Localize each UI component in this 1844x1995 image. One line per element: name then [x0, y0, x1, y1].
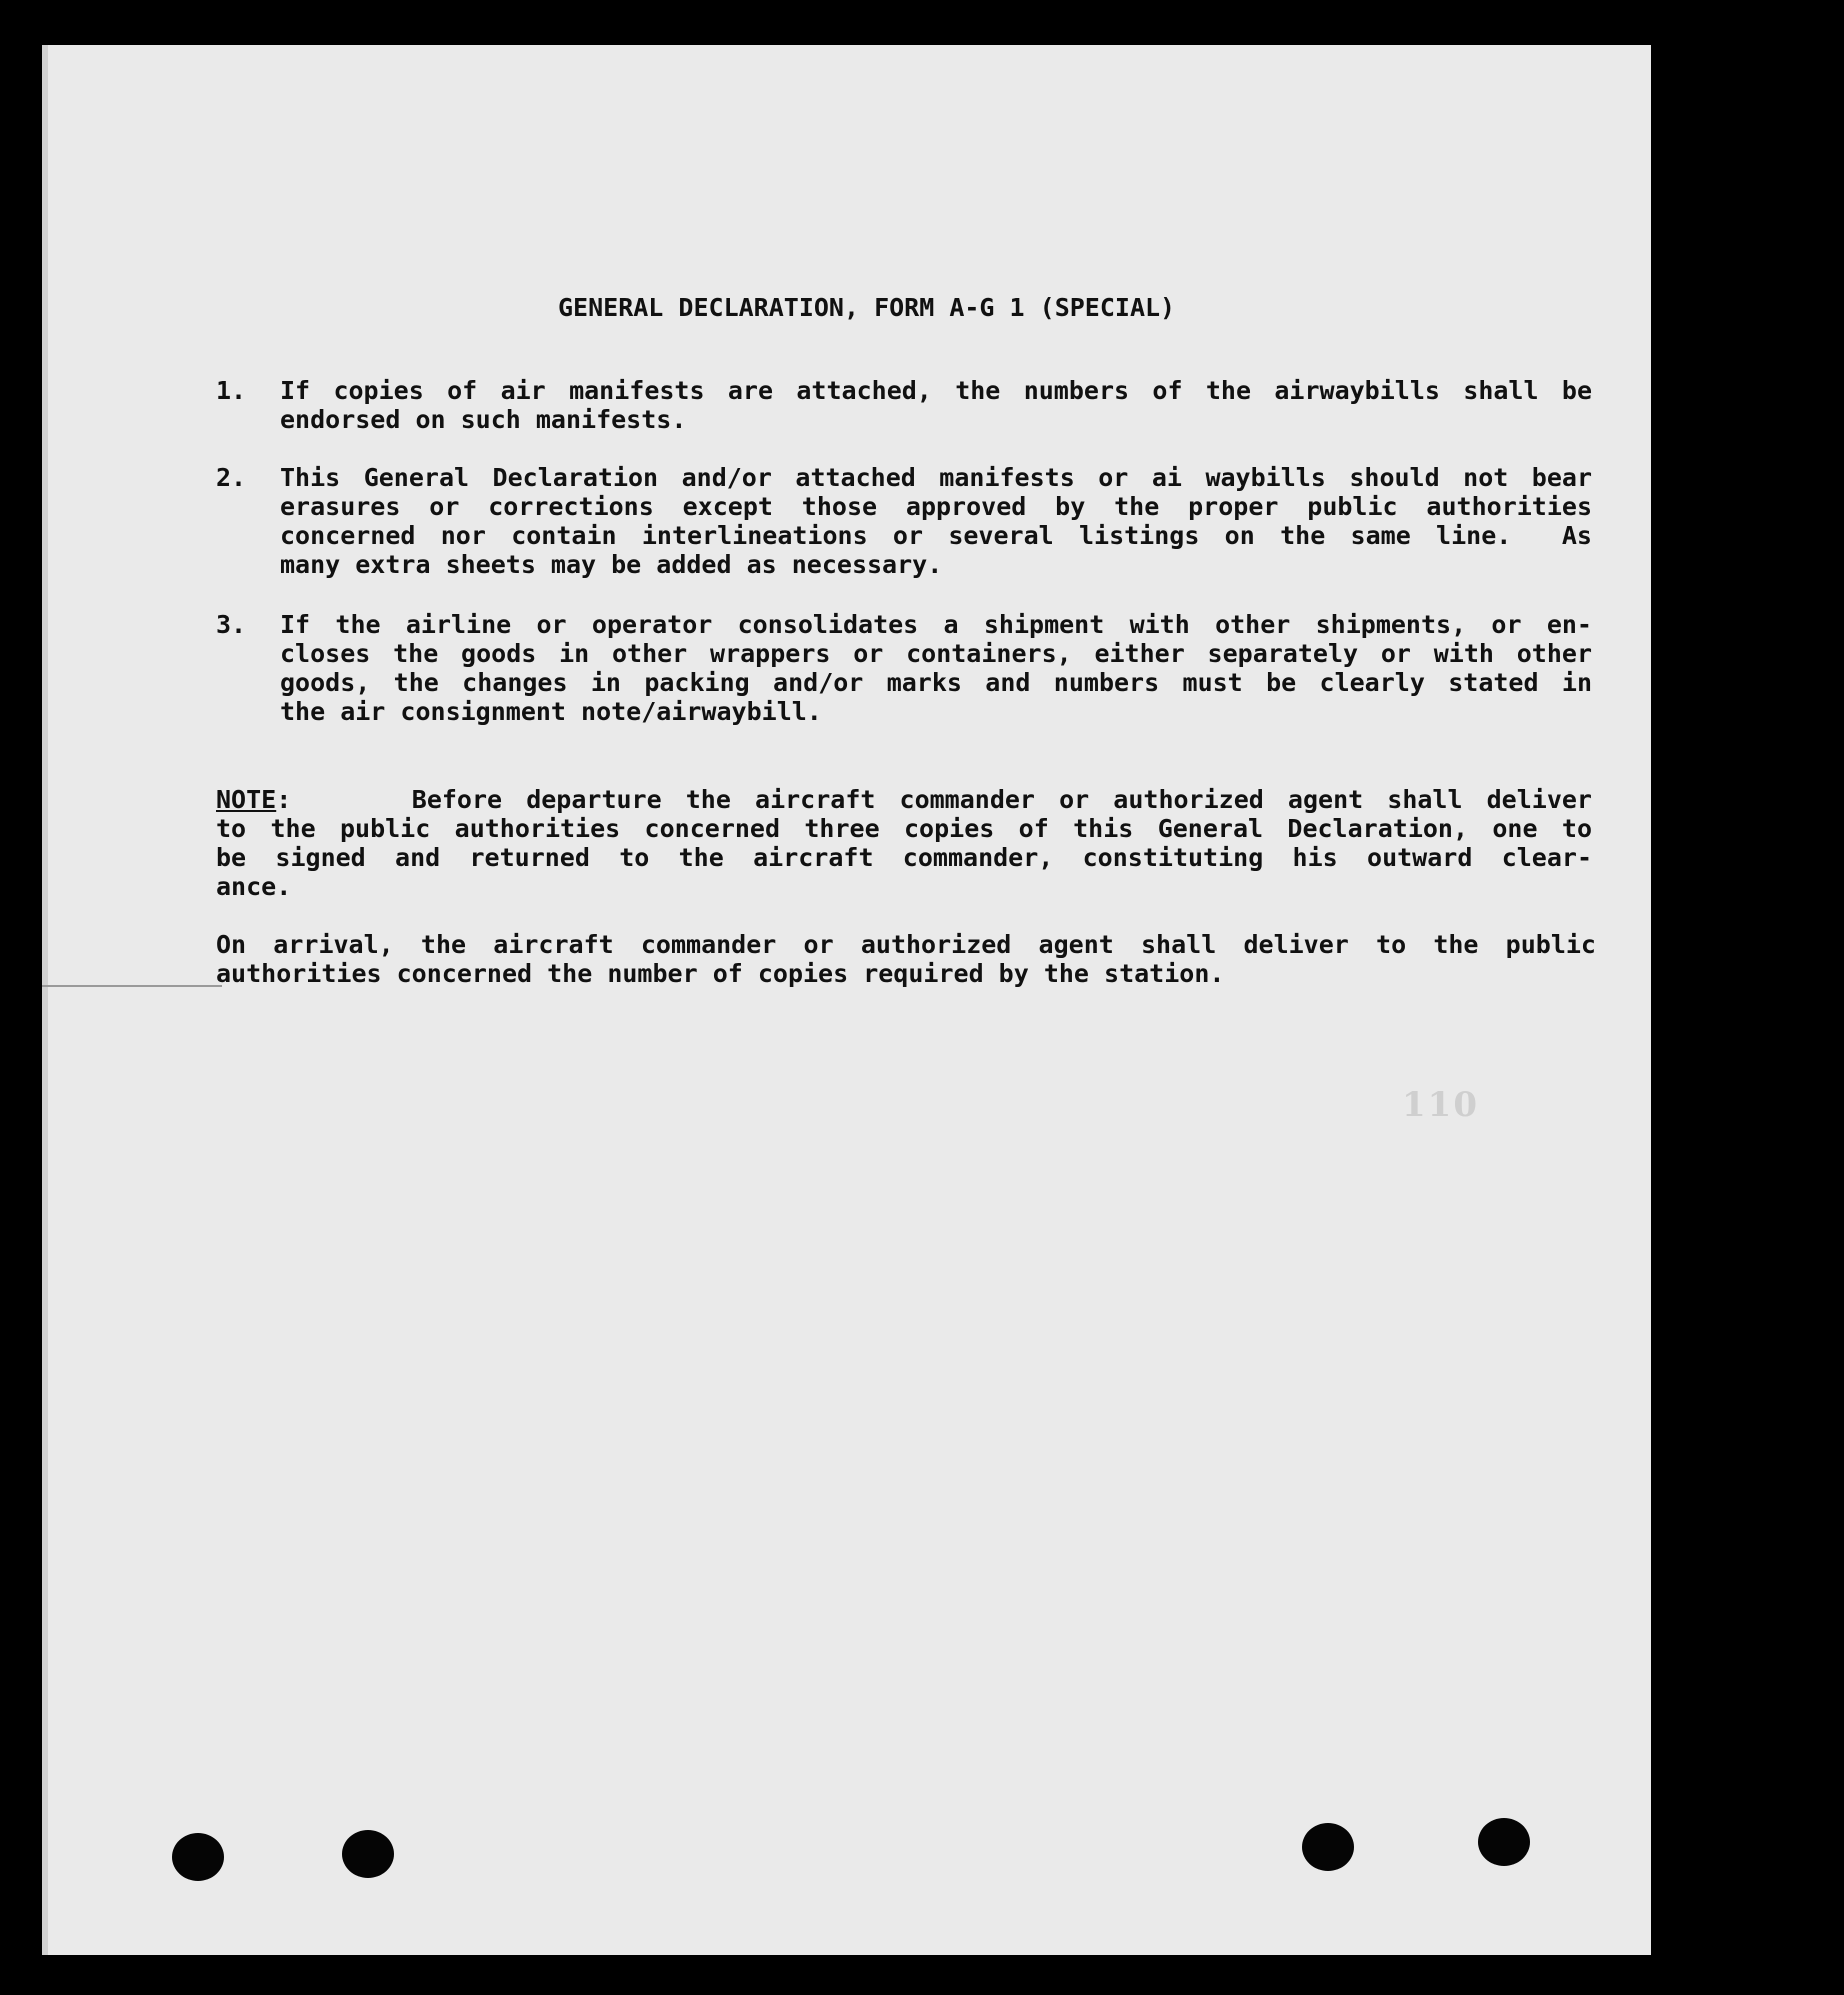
arrival-line: On arrival, the aircraft commander or authorized agent shall deliver to the public	[216, 930, 1596, 959]
note-line-rest: : Before departure the aircraft commander or authorized agent shall deliver	[276, 785, 1592, 814]
document-page	[42, 45, 1651, 1955]
item-line: the air consignment note/airwaybill.	[280, 697, 822, 726]
arrival-paragraph	[216, 930, 1596, 988]
item-line: concerned nor contain interlineations or several listings on the same line. As	[280, 521, 1592, 550]
note-label: NOTE	[216, 785, 277, 814]
item-line: endorsed on such manifests.	[280, 405, 687, 434]
list-item	[216, 376, 1596, 436]
item-line: many extra sheets may be added as necessary.	[280, 550, 943, 579]
note-line: be signed and returned to the aircraft commander, constituting his outward clear-	[216, 843, 1592, 872]
item-line: goods, the changes in packing and/or marks and numbers must be clearly stated in	[280, 668, 1592, 697]
item-line: If copies of air manifests are attached, the numbers of the airwaybills shall be	[280, 376, 1592, 405]
item-number: 1.	[216, 376, 247, 405]
punch-hole	[172, 1833, 224, 1881]
item-text	[280, 610, 1592, 726]
item-number: 2.	[216, 463, 247, 492]
page-edge	[42, 45, 48, 1955]
list-item	[216, 463, 1596, 583]
item-line: If the airline or operator consolidates a shipment with other shipments, or en-	[280, 610, 1592, 639]
note-line: to the public authorities concerned three copies of this General Declaration, one to	[216, 814, 1592, 843]
item-text	[280, 376, 1592, 434]
punch-hole	[342, 1830, 394, 1878]
item-line: closes the goods in other wrappers or containers, either separately or with other	[280, 639, 1592, 668]
stamp-fragment: 110	[1402, 1085, 1479, 1125]
item-line: This General Declaration and/or attached manifests or ai waybills should not bear	[280, 463, 1592, 492]
page-fold-line	[42, 985, 222, 987]
arrival-line: authorities concerned the number of copies required by the station.	[216, 959, 1225, 988]
note-paragraph	[216, 785, 1592, 901]
punch-hole	[1302, 1823, 1354, 1871]
note-line: ance.	[216, 872, 292, 901]
list-item	[216, 610, 1596, 730]
note-line	[216, 785, 1592, 814]
item-text	[280, 463, 1592, 579]
document-title: GENERAL DECLARATION, FORM A-G 1 (SPECIAL)	[558, 293, 1176, 322]
item-line: erasures or corrections except those approved by the proper public authorities	[280, 492, 1592, 521]
punch-hole	[1478, 1818, 1530, 1866]
item-number: 3.	[216, 610, 247, 639]
